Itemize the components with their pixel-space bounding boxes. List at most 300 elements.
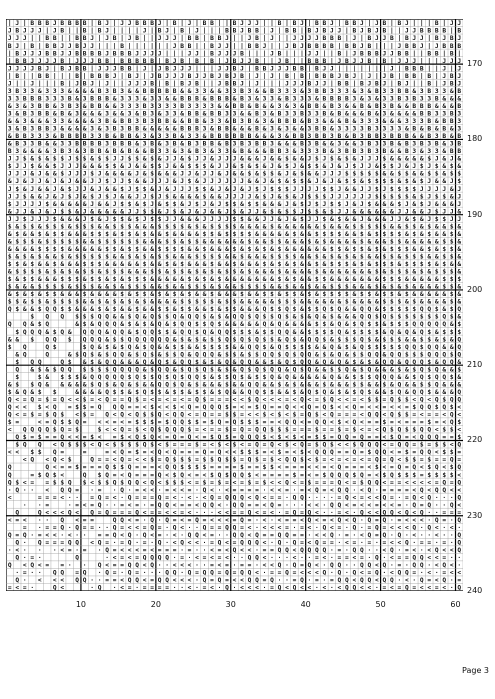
stitch-symbol: &: [120, 208, 124, 215]
stitch-symbol: B: [60, 110, 64, 117]
stitch-symbol: $: [353, 351, 357, 358]
stitch-symbol: <: [128, 434, 132, 441]
stitch-symbol: &: [293, 321, 297, 328]
stitch-symbol: B: [233, 58, 237, 65]
stitch-symbol: $: [353, 171, 357, 178]
stitch-symbol: $: [188, 163, 192, 170]
stitch-symbol: &: [285, 261, 289, 268]
stitch-symbol: &: [457, 261, 461, 268]
stitch-symbol: &: [308, 253, 312, 260]
stitch-symbol: &: [45, 186, 49, 193]
stitch-symbol: J: [457, 201, 461, 208]
stitch-symbol: J: [397, 43, 401, 50]
stitch-symbol: Q: [240, 472, 244, 479]
stitch-symbol: $: [293, 208, 297, 215]
stitch-symbol: &: [165, 126, 169, 133]
stitch-symbol: $: [412, 457, 416, 464]
stitch-symbol: |: [420, 50, 424, 58]
stitch-symbol: &: [173, 253, 177, 260]
stitch-symbol: <: [270, 524, 274, 531]
stitch-symbol: Q: [105, 509, 109, 516]
stitch-symbol: =: [120, 509, 124, 516]
stitch-symbol: $: [405, 412, 409, 419]
stitch-symbol: &: [397, 178, 401, 185]
stitch-symbol: &: [188, 223, 192, 230]
stitch-symbol: =: [195, 404, 199, 411]
stitch-symbol: J: [203, 216, 207, 223]
stitch-symbol: |: [203, 80, 207, 88]
stitch-symbol: B: [120, 133, 124, 140]
stitch-symbol: <: [128, 517, 132, 524]
stitch-symbol: =: [60, 562, 64, 569]
stitch-symbol: Q: [427, 351, 431, 358]
stitch-symbol: B: [83, 80, 87, 87]
stitch-symbol: Q: [457, 479, 461, 486]
stitch-symbol: $: [90, 253, 94, 260]
stitch-symbol: J: [330, 20, 334, 27]
stitch-symbol: $: [173, 404, 177, 411]
stitch-symbol: $: [8, 276, 12, 283]
stitch-symbol: <: [375, 472, 379, 479]
stitch-symbol: =: [442, 457, 446, 464]
stitch-symbol: $: [210, 472, 214, 479]
stitch-symbol: <: [293, 449, 297, 456]
stitch-symbol: Q: [53, 449, 57, 456]
stitch-symbol: $: [248, 419, 252, 426]
stitch-symbol: Q: [8, 532, 12, 539]
stitch-symbol: <: [53, 532, 57, 539]
stitch-symbol: &: [113, 133, 117, 140]
stitch-symbol: J: [38, 50, 42, 57]
stitch-symbol: $: [68, 336, 72, 343]
stitch-symbol: J: [165, 208, 169, 215]
stitch-symbol: &: [225, 261, 229, 268]
stitch-symbol: J: [442, 208, 446, 215]
stitch-symbol: <: [188, 509, 192, 516]
stitch-symbol: Q: [293, 539, 297, 546]
stitch-symbol: |: [8, 73, 12, 81]
stitch-symbol: Q: [375, 449, 379, 456]
stitch-symbol: =: [90, 524, 94, 531]
stitch-symbol: &: [83, 178, 87, 185]
stitch-symbol: B: [120, 50, 124, 57]
stitch-symbol: =: [188, 449, 192, 456]
stitch-symbol: &: [75, 246, 79, 253]
stitch-symbol: |: [135, 28, 139, 36]
stitch-symbol: &: [120, 253, 124, 260]
stitch-symbol: <: [248, 494, 252, 501]
stitch-symbol: &: [308, 374, 312, 381]
stitch-symbol: $: [255, 351, 259, 358]
stitch-symbol: |: [255, 50, 259, 58]
stitch-symbol: J: [75, 163, 79, 170]
stitch-symbol: &: [30, 118, 34, 125]
stitch-symbol: Q: [300, 494, 304, 501]
stitch-symbol: &: [158, 156, 162, 163]
stitch-symbol: &: [248, 299, 252, 306]
stitch-symbol: Q: [45, 314, 49, 321]
stitch-symbol: &: [75, 118, 79, 125]
stitch-symbol: 3: [15, 103, 19, 110]
stitch-symbol: =: [353, 539, 357, 546]
stitch-symbol: Q: [330, 396, 334, 403]
stitch-symbol: $: [113, 336, 117, 343]
stitch-symbol: =: [143, 524, 147, 531]
stitch-symbol: B: [255, 28, 259, 35]
stitch-symbol: B: [248, 133, 252, 140]
stitch-symbol: $: [203, 321, 207, 328]
stitch-symbol: B: [255, 141, 259, 148]
stitch-symbol: B: [128, 73, 132, 80]
stitch-symbol: $: [278, 186, 282, 193]
stitch-symbol: $: [135, 427, 139, 434]
stitch-symbol: $: [293, 306, 297, 313]
stitch-symbol: $: [405, 472, 409, 479]
stitch-symbol: Q: [233, 374, 237, 381]
stitch-symbol: ·: [427, 562, 431, 569]
stitch-symbol: &: [285, 389, 289, 396]
stitch-symbol: $: [8, 389, 12, 396]
stitch-symbol: =: [255, 479, 259, 486]
stitch-symbol: &: [218, 366, 222, 373]
stitch-symbol: <: [300, 570, 304, 577]
stitch-symbol: $: [180, 336, 184, 343]
stitch-symbol: J: [128, 163, 132, 170]
stitch-symbol: &: [278, 291, 282, 298]
stitch-symbol: J: [15, 216, 19, 223]
stitch-symbol: &: [143, 246, 147, 253]
stitch-symbol: $: [338, 389, 342, 396]
stitch-symbol: Q: [353, 449, 357, 456]
stitch-symbol: ·: [315, 585, 319, 591]
stitch-symbol: &: [8, 231, 12, 238]
stitch-symbol: =: [278, 472, 282, 479]
stitch-symbol: &: [300, 336, 304, 343]
stitch-symbol: ·: [345, 562, 349, 569]
stitch-symbol: <: [248, 412, 252, 419]
stitch-symbol: &: [338, 163, 342, 170]
stitch-symbol: |: [263, 35, 267, 43]
stitch-symbol: $: [248, 231, 252, 238]
stitch-symbol: $: [450, 374, 454, 381]
stitch-symbol: $: [315, 442, 319, 449]
stitch-symbol: =: [23, 412, 27, 419]
stitch-symbol: $: [315, 321, 319, 328]
stitch-symbol: &: [450, 321, 454, 328]
stitch-symbol: J: [60, 193, 64, 200]
stitch-symbol: &: [270, 284, 274, 291]
stitch-symbol: $: [270, 464, 274, 471]
stitch-symbol: &: [330, 126, 334, 133]
stitch-symbol: Q: [180, 359, 184, 366]
stitch-symbol: <: [435, 449, 439, 456]
stitch-symbol: $: [427, 336, 431, 343]
stitch-symbol: J: [90, 35, 94, 42]
stitch-symbol: &: [45, 148, 49, 155]
stitch-symbol: ·: [68, 502, 72, 509]
stitch-symbol: |: [165, 43, 169, 51]
stitch-symbol: =: [367, 427, 371, 434]
stitch-symbol: &: [113, 95, 117, 102]
stitch-symbol: Q: [390, 351, 394, 358]
stitch-symbol: $: [263, 171, 267, 178]
stitch-symbol: $: [397, 238, 401, 245]
stitch-symbol: Q: [382, 494, 386, 501]
stitch-symbol: B: [98, 58, 102, 65]
stitch-symbol: &: [113, 103, 117, 110]
stitch-symbol: <: [367, 585, 371, 591]
stitch-symbol: $: [390, 284, 394, 291]
stitch-symbol: $: [427, 457, 431, 464]
stitch-symbol: B: [293, 20, 297, 27]
stitch-symbol: <: [248, 547, 252, 554]
stitch-symbol: &: [173, 284, 177, 291]
stitch-symbol: B: [457, 28, 461, 35]
stitch-symbol: ·: [195, 577, 199, 584]
stitch-symbol: $: [308, 208, 312, 215]
stitch-symbol: $: [165, 223, 169, 230]
stitch-symbol: 3: [450, 141, 454, 148]
stitch-symbol: J: [353, 50, 357, 57]
stitch-symbol: $: [450, 314, 454, 321]
stitch-symbol: &: [225, 276, 229, 283]
stitch-symbol: &: [353, 238, 357, 245]
stitch-symbol: Q: [353, 419, 357, 426]
stitch-symbol: =: [338, 412, 342, 419]
stitch-symbol: &: [203, 381, 207, 388]
stitch-symbol: $: [233, 351, 237, 358]
stitch-symbol: <: [293, 404, 297, 411]
stitch-symbol: Q: [367, 479, 371, 486]
stitch-symbol: =: [255, 502, 259, 509]
stitch-symbol: &: [353, 216, 357, 223]
stitch-symbol: =: [120, 539, 124, 546]
stitch-symbol: &: [315, 171, 319, 178]
stitch-symbol: =: [323, 487, 327, 494]
stitch-symbol: J: [248, 20, 252, 27]
stitch-symbol: &: [330, 359, 334, 366]
stitch-symbols: [8, 20, 462, 591]
stitch-symbol: =: [435, 419, 439, 426]
stitch-symbol: $: [38, 156, 42, 163]
stitch-symbol: &: [450, 261, 454, 268]
stitch-symbol: =: [195, 449, 199, 456]
stitch-symbol: B: [90, 148, 94, 155]
stitch-symbol: &: [278, 156, 282, 163]
stitch-symbol: &: [143, 238, 147, 245]
stitch-symbol: <: [345, 404, 349, 411]
stitch-symbol: &: [90, 299, 94, 306]
stitch-symbol: 3: [442, 88, 446, 95]
stitch-symbol: &: [233, 95, 237, 102]
stitch-symbol: =: [143, 464, 147, 471]
stitch-symbol: B: [188, 73, 192, 80]
stitch-symbol: J: [225, 58, 229, 65]
stitch-symbol: Q: [8, 404, 12, 411]
stitch-symbol: &: [30, 156, 34, 163]
stitch-symbol: &: [98, 163, 102, 170]
stitch-symbol: B: [143, 88, 147, 95]
stitch-symbol: J: [255, 20, 259, 27]
stitch-symbol: 3: [135, 95, 139, 102]
stitch-symbol: &: [308, 314, 312, 321]
stitch-symbol: =: [165, 487, 169, 494]
stitch-symbol: &: [68, 126, 72, 133]
stitch-symbol: Q: [128, 570, 132, 577]
stitch-symbol: $: [315, 269, 319, 276]
stitch-symbol: <: [15, 449, 19, 456]
stitch-symbol: =: [435, 457, 439, 464]
stitch-symbol: $: [173, 208, 177, 215]
stitch-symbol: 3: [375, 126, 379, 133]
stitch-symbol: =: [338, 555, 342, 562]
stitch-symbol: Q: [68, 366, 72, 373]
stitch-symbol: B: [427, 118, 431, 125]
stitch-symbol: &: [210, 381, 214, 388]
stitch-symbol: $: [60, 246, 64, 253]
stitch-symbol: &: [285, 231, 289, 238]
stitch-symbol: =: [128, 427, 132, 434]
stitch-symbol: $: [323, 381, 327, 388]
stitch-symbol: $: [278, 178, 282, 185]
stitch-symbol: <: [60, 577, 64, 584]
stitch-symbol: &: [173, 261, 177, 268]
stitch-symbol: Q: [457, 306, 461, 313]
stitch-symbol: ·: [278, 555, 282, 562]
stitch-symbol: ·: [270, 555, 274, 562]
stitch-symbol: &: [457, 374, 461, 381]
stitch-symbol: &: [173, 193, 177, 200]
stitch-symbol: B: [75, 73, 79, 80]
stitch-symbol: $: [255, 449, 259, 456]
stitch-symbol: $: [83, 321, 87, 328]
stitch-symbol: <: [412, 396, 416, 403]
stitch-symbol: B: [240, 148, 244, 155]
stitch-symbol: &: [180, 156, 184, 163]
stitch-symbol: 3: [30, 103, 34, 110]
stitch-symbol: =: [150, 464, 154, 471]
stitch-symbol: |: [60, 35, 64, 43]
stitch-symbol: J: [30, 28, 34, 35]
stitch-symbol: ·: [435, 539, 439, 546]
stitch-symbol: <: [330, 517, 334, 524]
stitch-symbol: B: [278, 148, 282, 155]
stitch-symbol: &: [315, 246, 319, 253]
stitch-symbol: ·: [450, 555, 454, 562]
stitch-symbol: &: [113, 186, 117, 193]
stitch-symbol: ·: [8, 487, 12, 494]
stitch-symbol: B: [210, 35, 214, 42]
stitch-symbol: J: [8, 216, 12, 223]
stitch-symbol: &: [420, 223, 424, 230]
stitch-symbol: ·: [405, 502, 409, 509]
stitch-symbol: =: [173, 547, 177, 554]
stitch-symbol: B: [427, 133, 431, 140]
stitch-symbol: $: [315, 389, 319, 396]
stitch-symbol: &: [203, 261, 207, 268]
stitch-symbol: &: [120, 261, 124, 268]
stitch-symbol: $: [30, 412, 34, 419]
stitch-symbol: B: [210, 141, 214, 148]
stitch-symbol: $: [427, 389, 431, 396]
stitch-symbol: Q: [442, 562, 446, 569]
stitch-symbol: J: [263, 156, 267, 163]
stitch-symbol: $: [442, 336, 446, 343]
stitch-symbol: &: [113, 231, 117, 238]
stitch-symbol: ·: [180, 585, 184, 591]
stitch-symbol: &: [98, 269, 102, 276]
stitch-symbol: &: [263, 223, 267, 230]
stitch-symbol: &: [375, 253, 379, 260]
stitch-symbol: $: [315, 261, 319, 268]
stitch-symbol: J: [143, 65, 147, 72]
stitch-symbol: $: [315, 253, 319, 260]
stitch-symbol: =: [90, 464, 94, 471]
stitch-symbol: &: [233, 276, 237, 283]
stitch-symbol: $: [367, 291, 371, 298]
stitch-symbol: B: [390, 73, 394, 80]
stitch-symbol: B: [45, 73, 49, 80]
stitch-symbol: J: [218, 50, 222, 57]
stitch-symbol: =: [405, 494, 409, 501]
stitch-symbol: $: [150, 374, 154, 381]
stitch-symbol: &: [225, 246, 229, 253]
stitch-symbol: ·: [195, 494, 199, 501]
stitch-symbol: Q: [158, 321, 162, 328]
stitch-symbol: $: [412, 186, 416, 193]
stitch-symbol: Q: [8, 479, 12, 486]
stitch-symbol: Q: [360, 336, 364, 343]
stitch-symbol: ·: [180, 570, 184, 577]
stitch-symbol: &: [128, 389, 132, 396]
stitch-symbol: J: [135, 80, 139, 87]
stitch-symbol: $: [23, 434, 27, 441]
stitch-symbol: $: [158, 291, 162, 298]
stitch-symbol: B: [345, 73, 349, 80]
stitch-symbol: J: [173, 35, 177, 42]
stitch-symbol: Q: [98, 562, 102, 569]
stitch-symbol: $: [255, 284, 259, 291]
stitch-symbol: <: [263, 396, 267, 403]
stitch-symbol: Q: [457, 351, 461, 358]
stitch-symbol: |: [427, 65, 431, 73]
stitch-symbol: $: [210, 336, 214, 343]
stitch-symbol: J: [308, 201, 312, 208]
stitch-symbol: $: [113, 299, 117, 306]
stitch-symbol: <: [158, 434, 162, 441]
stitch-symbol: $: [405, 291, 409, 298]
stitch-symbol: B: [15, 141, 19, 148]
stitch-symbol: 3: [367, 118, 371, 125]
stitch-symbol: Q: [382, 359, 386, 366]
stitch-symbol: <: [135, 457, 139, 464]
stitch-symbol: <: [278, 396, 282, 403]
stitch-symbol: 3: [427, 95, 431, 102]
stitch-symbol: =: [375, 434, 379, 441]
stitch-symbol: J: [233, 186, 237, 193]
stitch-symbol: &: [435, 359, 439, 366]
stitch-symbol: Q: [435, 434, 439, 441]
column-axis-label: 20: [146, 601, 166, 609]
stitch-symbol: =: [300, 532, 304, 539]
stitch-symbol: B: [345, 80, 349, 87]
stitch-symbol: =: [345, 449, 349, 456]
stitch-symbol: J: [15, 156, 19, 163]
stitch-symbol: $: [188, 419, 192, 426]
stitch-symbol: J: [382, 35, 386, 42]
stitch-symbol: &: [90, 163, 94, 170]
stitch-symbol: Q: [30, 457, 34, 464]
